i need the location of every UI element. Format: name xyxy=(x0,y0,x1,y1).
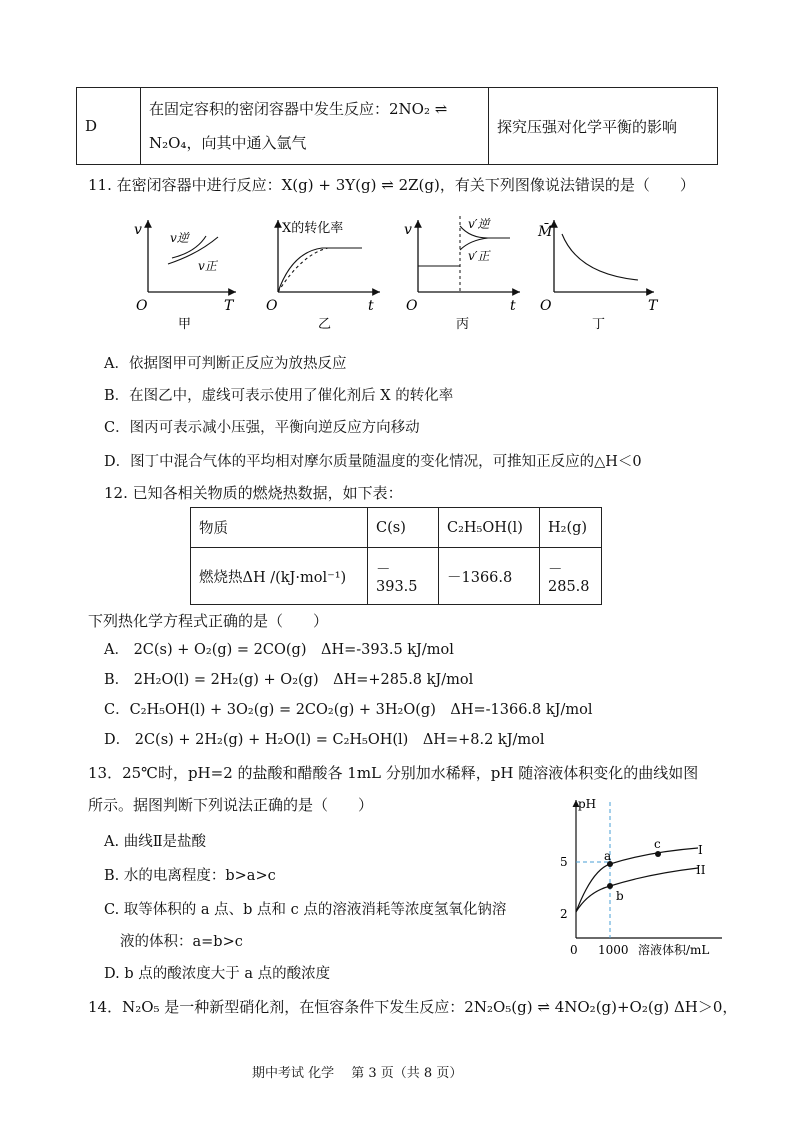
q11-stem: 11. 在密闭容器中进行反应：X(g) + 3Y(g) ⇌ 2Z(g)，有关下列图像说法错误的是（ ） xyxy=(88,176,695,194)
q13-option-c-line1: C. 取等体积的 a 点、b 点和 c 点的溶液消耗等浓度氢氧化钠溶 xyxy=(104,902,507,918)
ph-graph xyxy=(548,790,728,960)
origin-label: O xyxy=(406,298,418,314)
q12-option-c: C．C₂H₅OH(l) + 3O₂(g) = 2CO₂(g) + 3H₂O(g) ΔH=-1366.8 kJ/mol xyxy=(104,702,593,718)
curve-ii xyxy=(576,868,698,912)
tick-5: 5 xyxy=(560,855,568,869)
graph-jia xyxy=(128,212,248,332)
curve2-label: v正 xyxy=(198,259,217,273)
curve-i xyxy=(576,848,698,912)
cell-ethanol: －1366.8 xyxy=(439,548,540,605)
y-label: v xyxy=(134,222,142,238)
q13-stem-line2: 所示。据图判断下列说法正确的是（ ） xyxy=(88,796,374,814)
origin-label: O xyxy=(540,298,552,314)
curve2-label: v′正 xyxy=(468,249,490,263)
q12-option-b: B． 2H₂O(l) = 2H₂(g) + O₂(g) ΔH=+285.8 kJ/mol xyxy=(104,672,474,688)
row-label: D xyxy=(77,88,141,165)
q13-option-b: B. 水的电离程度：b>a>c xyxy=(104,868,276,884)
point-c xyxy=(655,851,661,857)
x-label: T xyxy=(648,298,658,314)
label-curve-i: I xyxy=(698,843,703,857)
header-substance: 物质 xyxy=(191,508,368,548)
x-label: t xyxy=(368,298,374,314)
options-table-row-d xyxy=(76,87,718,165)
q13-option-c-line2: 液的体积：a=b>c xyxy=(120,934,243,950)
label-a: a xyxy=(604,849,612,863)
label-b: b xyxy=(616,889,624,903)
q12-stem: 12. 已知各相关物质的燃烧热数据，如下表： xyxy=(104,484,403,502)
row-desc-line2: N₂O₄，向其中通入氩气 xyxy=(149,134,307,152)
q12-table xyxy=(190,507,602,605)
row-purpose: 探究压强对化学平衡的影响 xyxy=(489,88,718,165)
tick-1000: 1000 xyxy=(598,943,629,957)
y-label: v xyxy=(404,222,412,238)
q13-option-a: A. 曲线Ⅱ是盐酸 xyxy=(104,834,207,850)
y-label: pH xyxy=(578,797,597,811)
caption: 丁 xyxy=(592,317,606,332)
graph-ding xyxy=(534,212,664,332)
label-curve-ii: II xyxy=(696,863,706,877)
header-h2: H₂(g) xyxy=(540,508,602,548)
cell-c: －393.5 xyxy=(368,548,439,605)
q12-option-a: A． 2C(s) + O₂(g) = 2CO(g) ΔH=-393.5 kJ/mol xyxy=(104,642,454,658)
point-b xyxy=(607,883,613,889)
caption: 甲 xyxy=(178,317,192,332)
cell-h2: －285.8 xyxy=(540,548,602,605)
q11-option-b: B．在图乙中，虚线可表示使用了催化剂后 X 的转化率 xyxy=(104,388,454,404)
tick-0: 0 xyxy=(570,943,578,957)
q12-option-d: D． 2C(s) + 2H₂(g) + H₂O(l) = C₂H₅OH(l) ΔH=+8.2 kJ/mol xyxy=(104,732,545,748)
row-desc-line1: 在固定容积的密闭容器中发生反应：2NO₂ ⇌ xyxy=(149,100,448,118)
q11-option-c: C．图丙可表示减小压强，平衡向逆反应方向移动 xyxy=(104,420,420,436)
y-label: X的转化率 xyxy=(282,221,344,236)
q13-stem-line1: 13．25℃时，pH=2 的盐酸和醋酸各 1mL 分别加水稀释，pH 随溶液体积变化的曲线如图 xyxy=(88,764,699,782)
q12-ask: 下列热化学方程式正确的是（ ） xyxy=(88,612,329,630)
curve1-label: v′逆 xyxy=(468,217,490,231)
curve-m xyxy=(562,234,638,280)
q14-stem: 14．N₂O₅ 是一种新型硝化剂，在恒容条件下发生反应：2N₂O₅(g) ⇌ 4NO₂(g)+O₂(g) ΔH＞0， xyxy=(88,998,738,1016)
header-ethanol: C₂H₅OH(l) xyxy=(439,508,540,548)
origin-label: O xyxy=(136,298,148,314)
q11-option-d: D．图丁中混合气体的平均相对摩尔质量随温度的变化情况，可推知正反应的△H＜0 xyxy=(104,454,642,470)
graph-yi xyxy=(262,212,392,332)
header-c: C(s) xyxy=(368,508,439,548)
caption: 丙 xyxy=(456,317,470,332)
label-c: c xyxy=(654,837,661,851)
caption: 乙 xyxy=(318,317,332,332)
tick-2: 2 xyxy=(560,907,568,921)
row-heat-label: 燃烧热ΔH /(kJ·mol⁻¹) xyxy=(191,548,368,605)
curve-solid xyxy=(278,248,362,292)
q11-option-a: A．依据图甲可判断正反应为放热反应 xyxy=(104,356,347,372)
q13-option-d: D. b 点的酸浓度大于 a 点的酸浓度 xyxy=(104,966,331,982)
y-label: M̄ xyxy=(538,224,553,240)
x-label: 溶液体积/mL xyxy=(638,943,710,957)
origin-label: O xyxy=(266,298,278,314)
x-label: T xyxy=(224,298,234,314)
page-footer: 期中考试 化学 第 3 页（共 8 页） xyxy=(252,1066,463,1081)
x-label: t xyxy=(510,298,516,314)
graph-bing xyxy=(398,212,528,332)
curve1-label: v逆 xyxy=(170,231,189,245)
